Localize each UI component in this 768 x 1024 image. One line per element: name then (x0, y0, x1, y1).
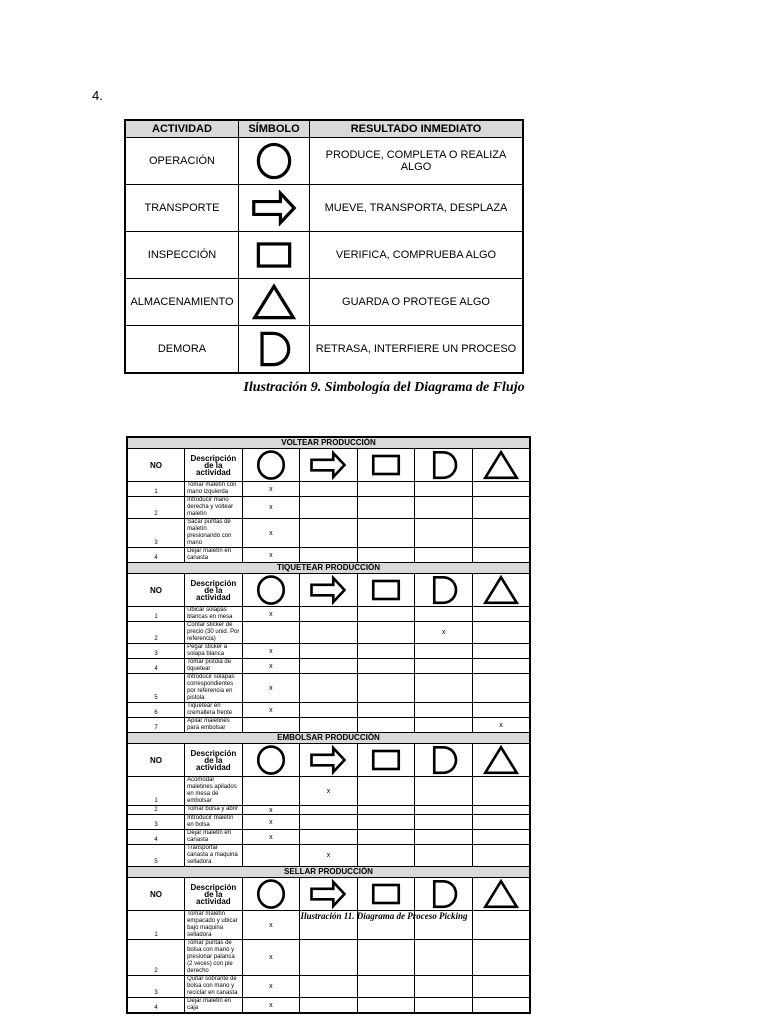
mark-cell (357, 607, 415, 622)
resultado-cell: VERIFICA, COMPRUEBA ALGO (310, 232, 524, 279)
section-title: SELLAR PRODUCCIÓN (127, 867, 530, 878)
header-symbol-cell (357, 744, 415, 777)
activity-description: Tomar puntas de bolsa con mano y presionar palanca (2 veces) con pie derecho (185, 940, 243, 976)
activity-no: 2 (127, 497, 185, 519)
section-title-row (127, 563, 530, 574)
activity-description: Transportar canasta a maquina selladora (185, 845, 243, 867)
mark-cell (357, 548, 415, 563)
actividad-cell: ALMACENAMIENTO (125, 279, 239, 326)
resultado-cell: GUARDA O PROTEGE ALGO (310, 279, 524, 326)
mark-cell (300, 644, 358, 659)
mark-cell (357, 998, 415, 1014)
activity-description: Tomar bolsa y abrir (185, 806, 243, 815)
mark-cell (357, 674, 415, 703)
header-symbol-cell (357, 449, 415, 482)
mark-cell (242, 718, 300, 733)
mark-cell (415, 497, 473, 519)
mark-cell (300, 548, 358, 563)
triangle-icon (481, 745, 521, 775)
mark-cell (472, 497, 530, 519)
actividad-cell: DEMORA (125, 326, 239, 374)
mark-cell (300, 519, 358, 548)
header-no: NO (127, 449, 185, 482)
mark-cell (357, 644, 415, 659)
header-no: NO (127, 878, 185, 911)
mark-cell (415, 998, 473, 1014)
resultado-cell: MUEVE, TRANSPORTA, DESPLAZA (310, 185, 524, 232)
circle-icon (251, 450, 291, 480)
mark-cell (415, 940, 473, 976)
symbology-row (125, 232, 523, 279)
header-resultado: RESULTADO INMEDIATO (310, 120, 524, 138)
activity-description: Introducir mano derecha y voltear maletín (185, 497, 243, 519)
simbolo-cell (239, 326, 310, 374)
column-header-row (127, 744, 530, 777)
section-title-row (127, 437, 530, 449)
header-symbol-cell (242, 878, 300, 911)
column-header-row (127, 878, 530, 911)
simbolo-cell (239, 279, 310, 326)
header-actividad: ACTIVIDAD (125, 120, 239, 138)
activity-row (127, 519, 530, 548)
mark-cell (300, 806, 358, 815)
square-icon (366, 745, 406, 775)
section-title-row (127, 733, 530, 744)
header-symbol-cell (300, 878, 358, 911)
circle-icon (251, 141, 297, 181)
header-symbol-cell (242, 449, 300, 482)
arrow-icon (308, 575, 348, 605)
activity-row (127, 718, 530, 733)
mark-cell (415, 659, 473, 674)
mark-cell (415, 674, 473, 703)
mark-cell (415, 845, 473, 867)
activity-description: Dejar maletín en caja (185, 998, 243, 1014)
mark-cell (357, 718, 415, 733)
mark-cell (472, 548, 530, 563)
mark-cell (472, 519, 530, 548)
activity-description: Contar sticker de precio (30 unid. Por referencia) (185, 622, 243, 644)
mark-cell (415, 718, 473, 733)
header-symbol-cell (472, 574, 530, 607)
activity-row (127, 940, 530, 976)
header-symbol-cell (242, 574, 300, 607)
activity-description: Dejar maletín en canasta (185, 548, 243, 563)
activity-description: Apilar maletines para embolsar (185, 718, 243, 733)
delay-d-icon (424, 745, 464, 775)
activity-description: Tiquetear en cremallera frente (185, 703, 243, 718)
simbolo-cell (239, 185, 310, 232)
mark-cell (242, 777, 300, 806)
mark-cell (472, 622, 530, 644)
mark-cell (472, 482, 530, 497)
mark-cell (357, 976, 415, 998)
mark-cell (472, 777, 530, 806)
mark-cell: x (242, 806, 300, 815)
square-icon (366, 450, 406, 480)
mark-cell: x (472, 718, 530, 733)
symbology-row (125, 279, 523, 326)
mark-cell (357, 830, 415, 845)
mark-cell (242, 622, 300, 644)
activity-no: 4 (127, 830, 185, 845)
mark-cell: x (242, 815, 300, 830)
mark-cell: x (242, 497, 300, 519)
mark-cell: x (300, 777, 358, 806)
mark-cell (415, 644, 473, 659)
activity-description: Quitar sobrante de bolsa con mano y reciclar en canasta (185, 976, 243, 998)
activity-no: 2 (127, 806, 185, 815)
mark-cell (357, 622, 415, 644)
symbology-row (125, 185, 523, 232)
mark-cell: x (242, 674, 300, 703)
mark-cell (472, 674, 530, 703)
mark-cell (357, 497, 415, 519)
mark-cell: x (242, 703, 300, 718)
activity-row (127, 845, 530, 867)
mark-cell: x (242, 644, 300, 659)
triangle-icon (481, 879, 521, 909)
activity-description: Introducir solapas correspondientes por referencia en pistola (185, 674, 243, 703)
mark-cell: x (242, 519, 300, 548)
activity-no: 3 (127, 519, 185, 548)
mark-cell (300, 607, 358, 622)
activity-row (127, 815, 530, 830)
header-symbol-cell (415, 574, 473, 607)
circle-icon (251, 879, 291, 909)
column-header-row (127, 449, 530, 482)
activity-description: Ubicar solapas blancas en mesa (185, 607, 243, 622)
mark-cell (357, 806, 415, 815)
arrow-icon (308, 879, 348, 909)
square-icon (251, 235, 297, 275)
mark-cell (472, 815, 530, 830)
mark-cell (300, 703, 358, 718)
delay-d-icon (424, 450, 464, 480)
mark-cell (415, 607, 473, 622)
activity-row (127, 482, 530, 497)
activity-no: 5 (127, 845, 185, 867)
mark-cell (415, 482, 473, 497)
header-description: Descripción de la actividad (185, 574, 243, 607)
mark-cell (472, 607, 530, 622)
header-symbol-cell (300, 449, 358, 482)
activity-no: 7 (127, 718, 185, 733)
section-title-row (127, 867, 530, 878)
activity-no: 1 (127, 777, 185, 806)
simbolo-cell (239, 232, 310, 279)
simbolo-cell (239, 138, 310, 185)
header-no: NO (127, 574, 185, 607)
mark-cell (415, 815, 473, 830)
activity-row (127, 703, 530, 718)
activity-description: Acomodar maletines apilados en mesa de embolsar (185, 777, 243, 806)
square-icon (366, 879, 406, 909)
mark-cell (472, 806, 530, 815)
triangle-icon (481, 450, 521, 480)
mark-cell (357, 519, 415, 548)
activity-no: 1 (127, 911, 185, 940)
mark-cell (300, 940, 358, 976)
header-description: Descripción de la actividad (185, 744, 243, 777)
activity-row (127, 674, 530, 703)
activity-row (127, 830, 530, 845)
activity-row (127, 659, 530, 674)
activity-row (127, 644, 530, 659)
section-title: EMBOLSAR PRODUCCIÓN (127, 733, 530, 744)
mark-cell (415, 519, 473, 548)
activity-no: 2 (127, 940, 185, 976)
caption-process-diagram: Ilustración 11. Diagrama de Proceso Picking (300, 911, 468, 921)
mark-cell (472, 940, 530, 976)
mark-cell (357, 482, 415, 497)
mark-cell (300, 998, 358, 1014)
activity-no: 6 (127, 703, 185, 718)
mark-cell (472, 659, 530, 674)
activity-no: 3 (127, 644, 185, 659)
caption-symbology: Ilustración 9. Simbología del Diagrama de Flujo (243, 380, 525, 395)
symbology-header-row (125, 120, 523, 138)
header-description: Descripción de la actividad (185, 449, 243, 482)
mark-cell (300, 482, 358, 497)
symbology-row (125, 326, 523, 374)
mark-cell (300, 976, 358, 998)
mark-cell: x (242, 482, 300, 497)
activity-description: Tomar maletín empacado y ubicar bajo maquina selladora (185, 911, 243, 940)
activity-row (127, 976, 530, 998)
activity-no: 3 (127, 815, 185, 830)
mark-cell (415, 548, 473, 563)
actividad-cell: INSPECCIÓN (125, 232, 239, 279)
activity-no: 2 (127, 622, 185, 644)
mark-cell: x (242, 911, 300, 940)
actividad-cell: TRANSPORTE (125, 185, 239, 232)
mark-cell (300, 674, 358, 703)
triangle-icon (251, 282, 297, 322)
activity-no: 5 (127, 674, 185, 703)
header-symbol-cell (472, 449, 530, 482)
activity-no: 1 (127, 482, 185, 497)
activity-no: 4 (127, 548, 185, 563)
actividad-cell: OPERACIÓN (125, 138, 239, 185)
arrow-icon (308, 450, 348, 480)
mark-cell: x (242, 940, 300, 976)
header-symbol-cell (472, 744, 530, 777)
mark-cell (357, 940, 415, 976)
mark-cell: x (242, 998, 300, 1014)
delay-d-icon (424, 879, 464, 909)
activity-row (127, 548, 530, 563)
mark-cell: x (242, 548, 300, 563)
mark-cell: x (242, 607, 300, 622)
header-symbol-cell (415, 449, 473, 482)
activity-row (127, 806, 530, 815)
resultado-cell: PRODUCE, COMPLETA O REALIZA ALGO (310, 138, 524, 185)
item-number: 4. (92, 88, 103, 103)
mark-cell (472, 830, 530, 845)
activity-description: Tomar maletín con mano izquierda (185, 482, 243, 497)
header-symbol-cell (300, 744, 358, 777)
mark-cell (300, 718, 358, 733)
mark-cell (357, 845, 415, 867)
header-symbol-cell (300, 574, 358, 607)
process-diagram-table (126, 436, 531, 1014)
activity-row (127, 607, 530, 622)
triangle-icon (481, 575, 521, 605)
delay-d-icon (251, 329, 297, 369)
mark-cell (415, 806, 473, 815)
mark-cell: x (415, 622, 473, 644)
activity-no: 4 (127, 998, 185, 1014)
resultado-cell: RETRASA, INTERFIERE UN PROCESO (310, 326, 524, 374)
column-header-row (127, 574, 530, 607)
mark-cell (472, 703, 530, 718)
activity-row (127, 622, 530, 644)
arrow-icon (251, 188, 297, 228)
mark-cell (357, 659, 415, 674)
mark-cell (357, 703, 415, 718)
mark-cell (300, 497, 358, 519)
circle-icon (251, 745, 291, 775)
mark-cell (415, 976, 473, 998)
mark-cell (357, 777, 415, 806)
activity-description: Introducir maletín en bolsa (185, 815, 243, 830)
square-icon (366, 575, 406, 605)
header-simbolo: SÍMBOLO (239, 120, 310, 138)
delay-d-icon (424, 575, 464, 605)
mark-cell (472, 976, 530, 998)
activity-description: Dejar maletín en canasta (185, 830, 243, 845)
mark-cell: x (242, 976, 300, 998)
header-symbol-cell (415, 744, 473, 777)
mark-cell (242, 845, 300, 867)
header-symbol-cell (357, 574, 415, 607)
symbology-table (124, 119, 524, 374)
header-symbol-cell (357, 878, 415, 911)
mark-cell (357, 815, 415, 830)
mark-cell: x (242, 659, 300, 674)
circle-icon (251, 575, 291, 605)
activity-description: Tomar pistola de tiquetear (185, 659, 243, 674)
section-title: TIQUETEAR PRODUCCIÓN (127, 563, 530, 574)
arrow-icon (308, 745, 348, 775)
header-no: NO (127, 744, 185, 777)
mark-cell (472, 998, 530, 1014)
mark-cell: x (300, 845, 358, 867)
mark-cell (415, 830, 473, 845)
mark-cell (300, 659, 358, 674)
mark-cell (415, 703, 473, 718)
mark-cell (300, 830, 358, 845)
section-title: VOLTEAR PRODUCCIÓN (127, 437, 530, 449)
activity-no: 3 (127, 976, 185, 998)
activity-description: Sacar puntas de maletín presionando con mano (185, 519, 243, 548)
header-description: Descripción de la actividad (185, 878, 243, 911)
activity-row (127, 497, 530, 519)
header-symbol-cell (472, 878, 530, 911)
activity-row (127, 998, 530, 1014)
header-symbol-cell (415, 878, 473, 911)
mark-cell (415, 777, 473, 806)
activity-no: 1 (127, 607, 185, 622)
activity-description: Pegar sticker a solapa blanca (185, 644, 243, 659)
activity-row (127, 777, 530, 806)
activity-no: 4 (127, 659, 185, 674)
header-symbol-cell (242, 744, 300, 777)
symbology-row (125, 138, 523, 185)
mark-cell (300, 622, 358, 644)
mark-cell: x (242, 830, 300, 845)
mark-cell (300, 815, 358, 830)
mark-cell (472, 845, 530, 867)
mark-cell (472, 644, 530, 659)
